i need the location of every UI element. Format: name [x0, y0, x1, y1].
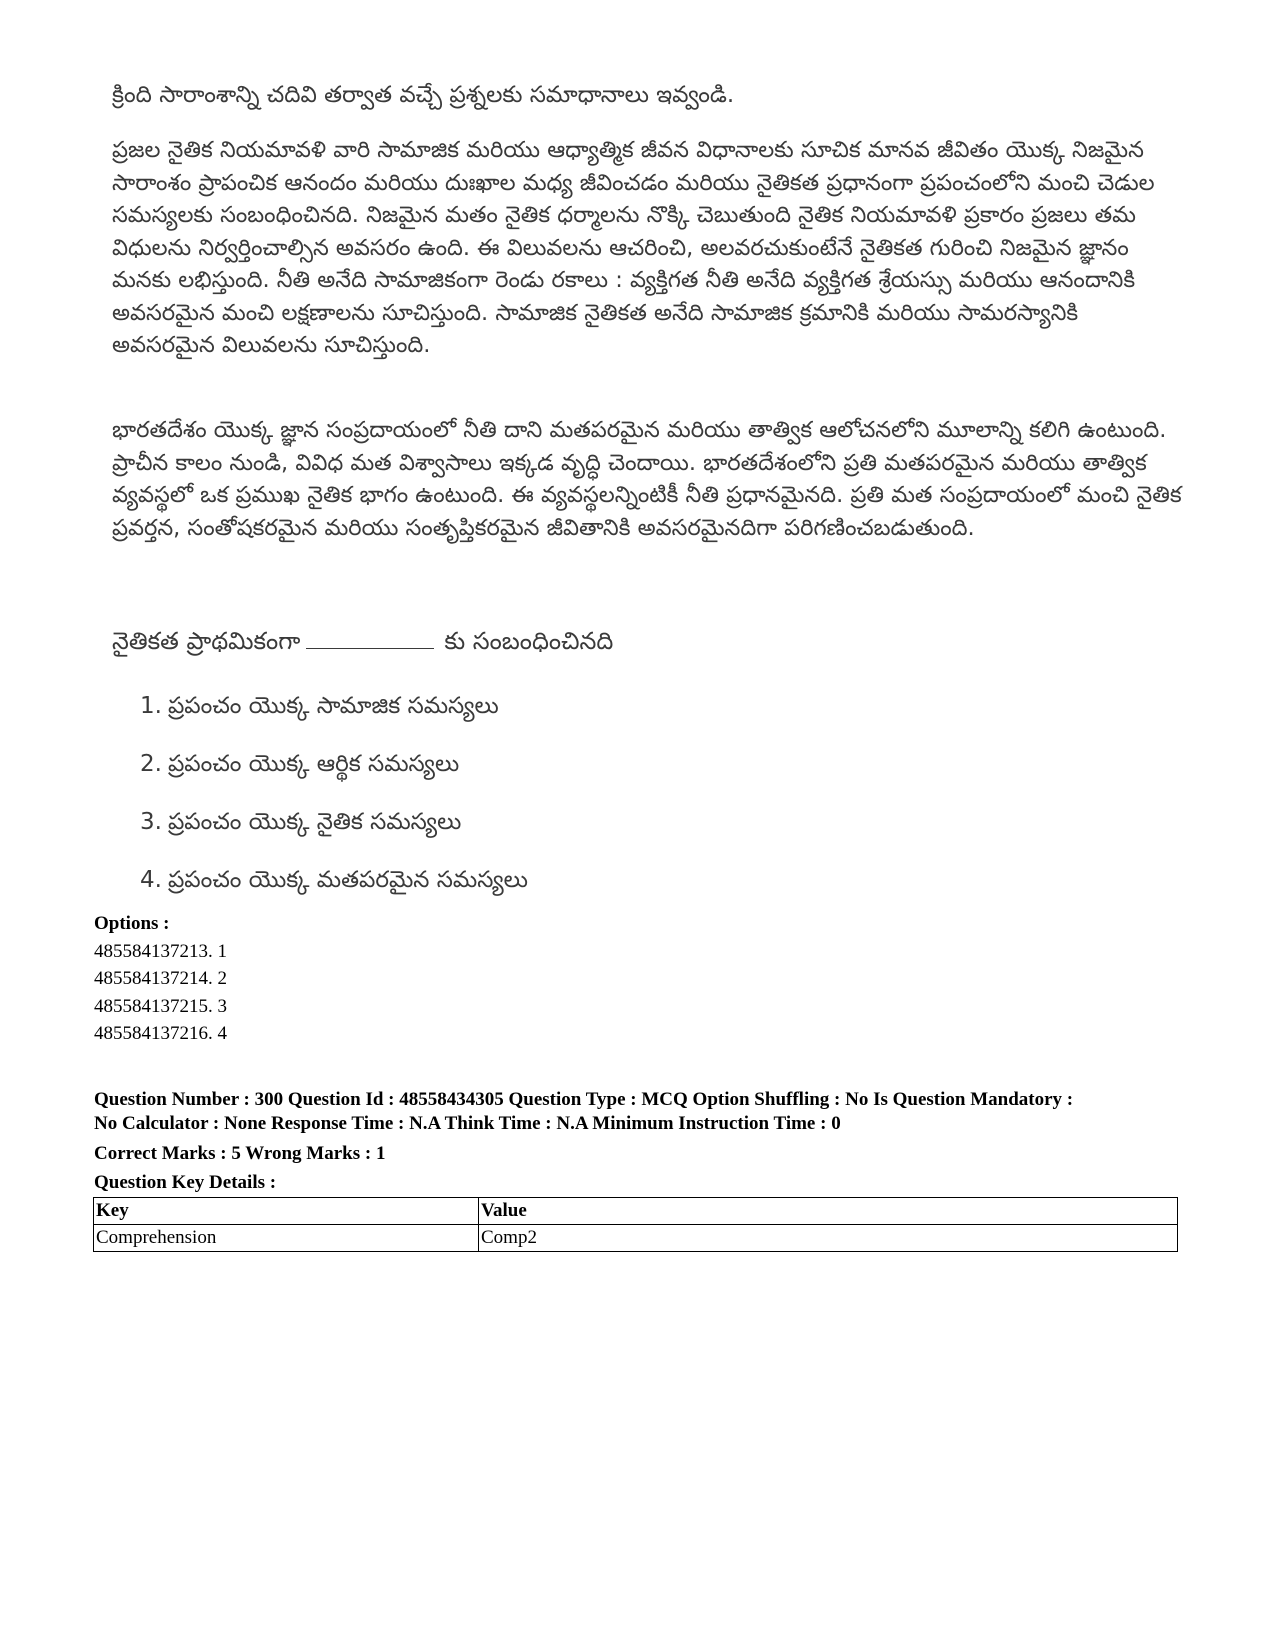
passage-paragraph-2: భారతదేశం యొక్క జ్ఞాన సంప్రదాయంలో నీతి దాని మతపరమైన మరియు తాత్విక ఆలోచనలోని మూలాన్ని కలిగి ఉంటుంది. ప్రాచీన కాలం నుండి, వివిధ మత విశ్వాసాలు ఇక్కడ వృద్ధి చెందాయి. భారతదేశంలోని ప్రతి మతపరమైన మరియు తాత్విక వ్యవస్థలో ఒక ప్రముఖ నైతిక భాగం ఉంటుంది. ఈ వ్యవస్థలన్నింటికీ నీతి ప్రధానమైనది. ప్రతి మత సంప్రదాయంలో మంచి నైతిక ప్రవర్తన, సంతోషకరమైన మరియు సంతృప్తికరమైన జీవితానికి అవసరమైనదిగా పరిగణించబడుతుంది.: [112, 417, 1182, 541]
table-header-row: [94, 1198, 1178, 1225]
options-list: [94, 938, 227, 1047]
table-row: [94, 1225, 1178, 1252]
question-metadata-line-1: Question Number : 300 Question Id : 48558434305 Question Type : MCQ Option Shuffling : No Is Question Mandatory :: [94, 1089, 1074, 1110]
option-item: 485584137213. 1: [94, 941, 227, 962]
answer-choice-number: 3.: [140, 809, 162, 835]
question-stem-start: నైతికత ప్రాథమికంగా: [112, 627, 301, 655]
answer-choice-number: 2.: [140, 751, 162, 777]
table-header-value: Value: [479, 1198, 1178, 1225]
question-metadata: [94, 1088, 1184, 1136]
option-item: 485584137215. 3: [94, 995, 227, 1017]
question-stem: [112, 624, 613, 658]
answer-choice-text: ప్రపంచం యొక్క నైతిక సమస్యలు: [167, 809, 462, 835]
answer-choice-number: 1.: [140, 693, 162, 719]
answer-choice: [140, 691, 499, 721]
answer-choice-text: ప్రపంచం యొక్క సామాజిక సమస్యలు: [167, 693, 499, 719]
answer-choice-text: ప్రపంచం యొక్క ఆర్థిక సమస్యలు: [167, 751, 460, 777]
question-stem-end: కు సంబంధించినది: [444, 627, 614, 655]
answer-choice: [140, 749, 459, 779]
passage-paragraph-1: ప్రజల నైతిక నియమావళి వారి సామాజిక మరియు ఆధ్యాత్మిక జీవన విధానాలకు సూచిక మానవ జీవితం యొక్క నిజమైన సారాంశం ప్రాపంచిక ఆనందం మరియు దుఃఖాల మధ్య జీవించడం మరియు నైతికత ప్రధానంగా ప్రపంచంలోని మంచి చెడుల సమస్యలకు సంబంధించినది. నిజమైన మతం నైతిక ధర్మాలను నొక్కి చెబుతుంది నైతిక నియమావళి ప్రకారం ప్రజలు తమ విధులను నిర్వర్తించాల్సిన అవసరం ఉంది. ఈ విలువలను ఆచరించి, అలవరచుకుంటేనే నైతికత గురించి నిజమైన జ్ఞానం మనకు లభిస్తుంది. నీతి అనేది సామాజికంగా రెండు రకాలు : వ్యక్తిగత నీతి అనేది వ్యక్తిగత శ్రేయస్సు మరియు ఆనందానికి అవసరమైన మంచి లక్షణాలను సూచిస్తుంది. సామాజిక నైతికత అనేది సామాజిక క్రమానికి మరియు సామరస్యానికి అవసరమైన విలువలను సూచిస్తుంది.: [112, 137, 1155, 358]
fill-in-blank: [306, 624, 434, 649]
question-metadata-line-2: No Calculator : None Response Time : N.A Think Time : N.A Minimum Instruction Time : 0: [94, 1113, 841, 1134]
table-cell-key: Comprehension: [94, 1225, 479, 1252]
key-details-label: Question Key Details :: [94, 1172, 277, 1193]
marks-info: Correct Marks : 5 Wrong Marks : 1: [94, 1143, 386, 1164]
key-details-table: [93, 1197, 1178, 1252]
answer-choice-number: 4.: [140, 867, 162, 893]
options-label: Options :: [94, 913, 170, 934]
answer-choice: [140, 807, 461, 837]
answer-choice-text: ప్రపంచం యొక్క మతపరమైన సమస్యలు: [167, 867, 528, 893]
answer-choice: [140, 865, 528, 895]
passage-instruction: క్రింది సారాంశాన్ని చదివి తర్వాత వచ్చే ప్రశ్నలకు సమాధానాలు ఇవ్వండి.: [112, 82, 735, 108]
table-header-key: Key: [94, 1198, 479, 1225]
option-item: 485584137214. 2: [94, 968, 227, 990]
option-item: 485584137216. 4: [94, 1022, 227, 1044]
table-cell-value: Comp2: [479, 1225, 1178, 1252]
